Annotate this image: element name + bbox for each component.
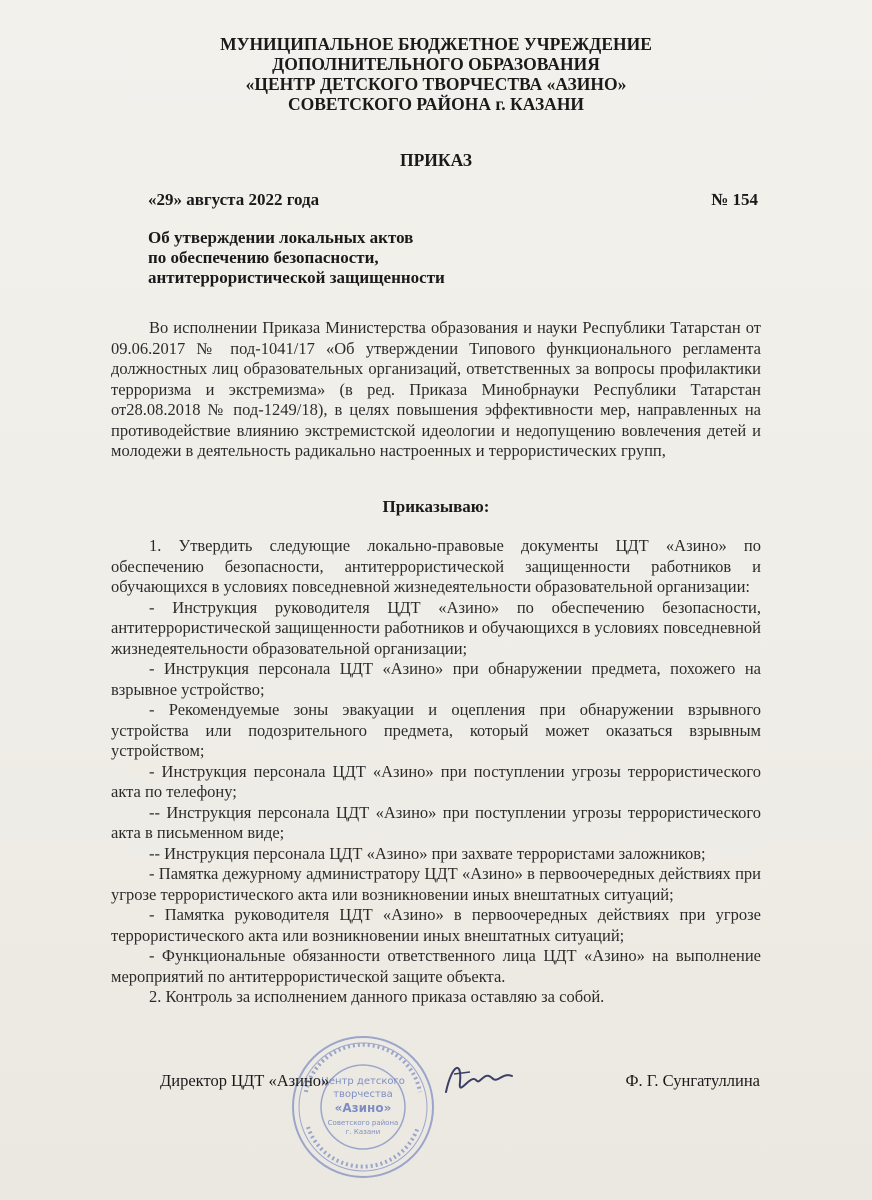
order-number: № 154 [711, 190, 758, 209]
order-item-3: - Инструкция персонала ЦДТ «Азино» при обнаружении предмета, похожего на взрывное устройство; [111, 659, 761, 699]
order-date: «29» августа 2022 года [148, 190, 320, 209]
official-stamp [288, 1032, 438, 1182]
stamp-line-5: г. Казани [345, 1128, 381, 1136]
order-item-11: 2. Контроль за исполнением данного приказа оставляю за собой. [149, 987, 605, 1006]
organization-header [0, 34, 872, 114]
preamble-section [111, 318, 761, 462]
stamp-line-1: Центр детского [321, 1076, 405, 1087]
document-title: ПРИКАЗ [399, 150, 473, 170]
order-item-8: - Памятка дежурному администратору ЦДТ «Азино» в первоочередных действиях при угрозе террористического акта или возникновении иных внештатных ситуаций; [111, 864, 761, 904]
header-line-4: СОВЕТСКОГО РАЙОНА г. КАЗАНИ [287, 94, 585, 114]
signatory-name: Ф. Г. Сунгатуллина [625, 1071, 760, 1090]
order-item-7: -- Инструкция персонала ЦДТ «Азино» при захвате террористами заложников; [149, 843, 706, 863]
order-item-5: - Инструкция персонала ЦДТ «Азино» при поступлении угрозы террористического акта по телефону; [111, 761, 761, 801]
order-subject [148, 228, 548, 288]
order-item-6: -- Инструкция персонала ЦДТ «Азино» при поступлении угрозы террористического акта в письменном виде; [111, 802, 761, 842]
order-item-1: 1. Утвердить следующие локально-правовые документы ЦДТ «Азино» по обеспечению безопасности, антитеррористической защищенности работников и обучающихся в условиях повседневной жизнедеятельности образовательной организации: [111, 536, 761, 596]
subject-line-1: Об утверждении локальных актов [148, 228, 414, 247]
order-item-9: - Памятка руководителя ЦДТ «Азино» в первоочередных действиях при угрозе террористического акта или возникновении иных внештатных ситуаций; [111, 905, 761, 945]
subject-line-3: антитеррористической защищенности [148, 268, 445, 287]
header-line-2: ДОПОЛНИТЕЛЬНОГО ОБРАЗОВАНИЯ [272, 54, 600, 74]
stamp-line-3: «Азино» [334, 1101, 392, 1115]
order-item-4: - Рекомендуемые зоны эвакуации и оцепления при обнаружении взрывного устройства или подозрительного предмета, который может оказаться взрывным устройством; [111, 700, 761, 760]
subject-line-2: по обеспечению безопасности, [148, 248, 379, 267]
order-item-2: - Инструкция руководителя ЦДТ «Азино» по обеспечению безопасности, антитеррористической защищенности работников и обучающихся в условиях повседневной жизнедеятельности образовательной организации; [111, 597, 761, 658]
stamp-line-2: творчества [333, 1089, 393, 1100]
preamble-paragraph: Во исполнении Приказа Министерства образования и науки Республики Татарстан от 09.06.2017 № под-1041/17 «Об утверждении Типового функционального регламента должностных лиц образовательных организаций, ответственных за вопросы профилактики терроризма и экстремизма» (в ред. Приказа Минобрнауки Республики Татарстан от28.08.2018 № под-1249/18), в целях повышения эффективности мер, направленных на противодействие влиянию экстремистской идеологии и недопущению вовлечения детей и молодежи в деятельность радикально настроенных и террористических групп, [111, 318, 761, 460]
order-word: Приказываю: [382, 497, 490, 516]
header-line-1: МУНИЦИПАЛЬНОЕ БЮДЖЕТНОЕ УЧРЕЖДЕНИЕ [220, 34, 652, 54]
stamp-line-4: Советского района [327, 1119, 399, 1127]
header-line-3: «ЦЕНТР ДЕТСКОГО ТВОРЧЕСТВА «АЗИНО» [245, 74, 627, 94]
signatory-role: Директор ЦДТ «Азино» [160, 1071, 330, 1090]
handwritten-signature [440, 1052, 520, 1108]
order-items [111, 536, 761, 1008]
order-item-10: - Функциональные обязанности ответственного лица ЦДТ «Азино» на выполнение мероприятий по антитеррористической защите объекта. [111, 946, 761, 986]
